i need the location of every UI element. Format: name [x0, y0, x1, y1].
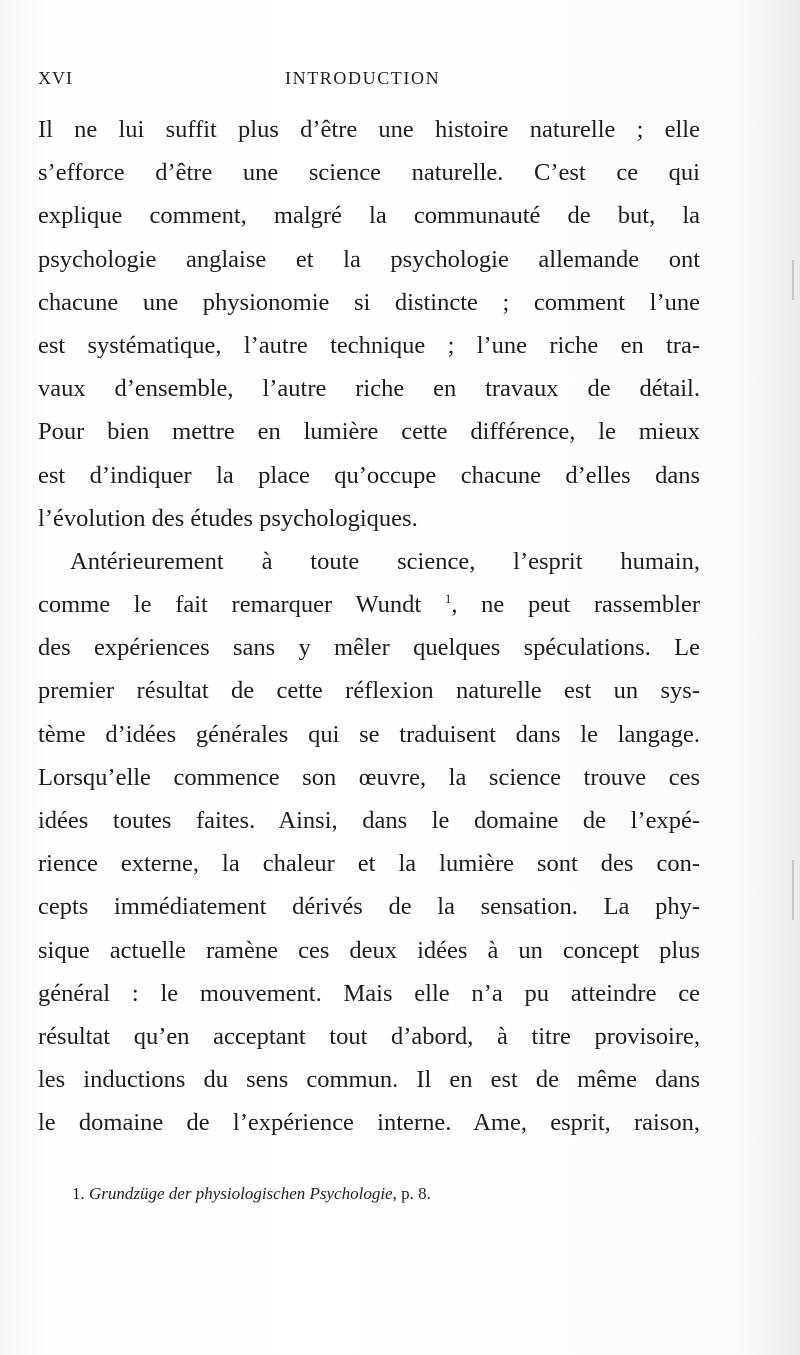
text-line: l’évolution des études psychologiques.: [38, 504, 418, 532]
text-line: psychologie anglaise et la psychologie allemande ont: [38, 245, 700, 273]
text-line: explique comment, malgré la communauté de but, la: [38, 202, 700, 230]
page-edge-mark: [792, 260, 794, 300]
text-line: premier résultat de cette réflexion naturelle est un sys-: [38, 677, 700, 705]
page-header: [38, 68, 700, 98]
footnote-page-ref: , p. 8.: [392, 1184, 431, 1203]
footnote-title: Grundzüge der physiologischen Psychologie: [89, 1184, 393, 1203]
text-line: Lorsqu’elle commence son œuvre, la science trouve ces: [38, 763, 700, 791]
text-line-with-footnote-ref: [38, 583, 700, 626]
text-line: les inductions du sens commun. Il en est de même dans: [38, 1066, 700, 1094]
text-line: général : le mouvement. Mais elle n’a pu atteindre ce: [38, 979, 700, 1007]
footnote-number: 1.: [72, 1184, 85, 1203]
text-line: sique actuelle ramène ces deux idées à un concept plus: [38, 936, 700, 964]
running-title: INTRODUCTION: [285, 68, 441, 88]
text-fragment: comme le fait remarquer Wundt: [38, 591, 422, 619]
text-line: est systématique, l’autre technique ; l’une riche en tra-: [38, 331, 700, 359]
text-line: idées toutes faites. Ainsi, dans le domaine de l’expé-: [38, 807, 700, 834]
body-text: [38, 108, 700, 1145]
text-line: rience externe, la chaleur et la lumière sont des con-: [38, 850, 700, 878]
text-fragment: , ne peut rassembler: [451, 591, 701, 619]
text-line: le domaine de l’expérience interne. Ame, esprit, raison,: [38, 1109, 700, 1137]
text-line: chacune une physionomie si distincte ; comment l’une: [38, 288, 700, 316]
text-line: s’efforce d’être une science naturelle. C’est ce qui: [38, 159, 700, 187]
footnote-reference: 1: [444, 591, 452, 607]
page-number: XVI: [38, 68, 73, 88]
text-line: tème d’idées générales qui se traduisent dans le langage.: [38, 720, 700, 748]
text-line: vaux d’ensemble, l’autre riche en travaux de détail.: [38, 375, 700, 403]
page-edge-mark: [792, 860, 794, 920]
footnote: [72, 1184, 431, 1204]
text-line: des expériences sans y mêler quelques spéculations. Le: [38, 634, 700, 662]
text-line: est d’indiquer la place qu’occupe chacune d’elles dans: [38, 461, 700, 489]
text-line: Il ne lui suffit plus d’être une histoire naturelle ; elle: [38, 116, 700, 143]
text-line: Pour bien mettre en lumière cette différence, le mieux: [38, 418, 700, 446]
text-line: Antérieurement à toute science, l’esprit humain,: [70, 547, 700, 575]
text-line: cepts immédiatement dérivés de la sensation. La phy-: [38, 893, 700, 921]
text-line: résultat qu’en acceptant tout d’abord, à titre provisoire,: [38, 1022, 700, 1050]
